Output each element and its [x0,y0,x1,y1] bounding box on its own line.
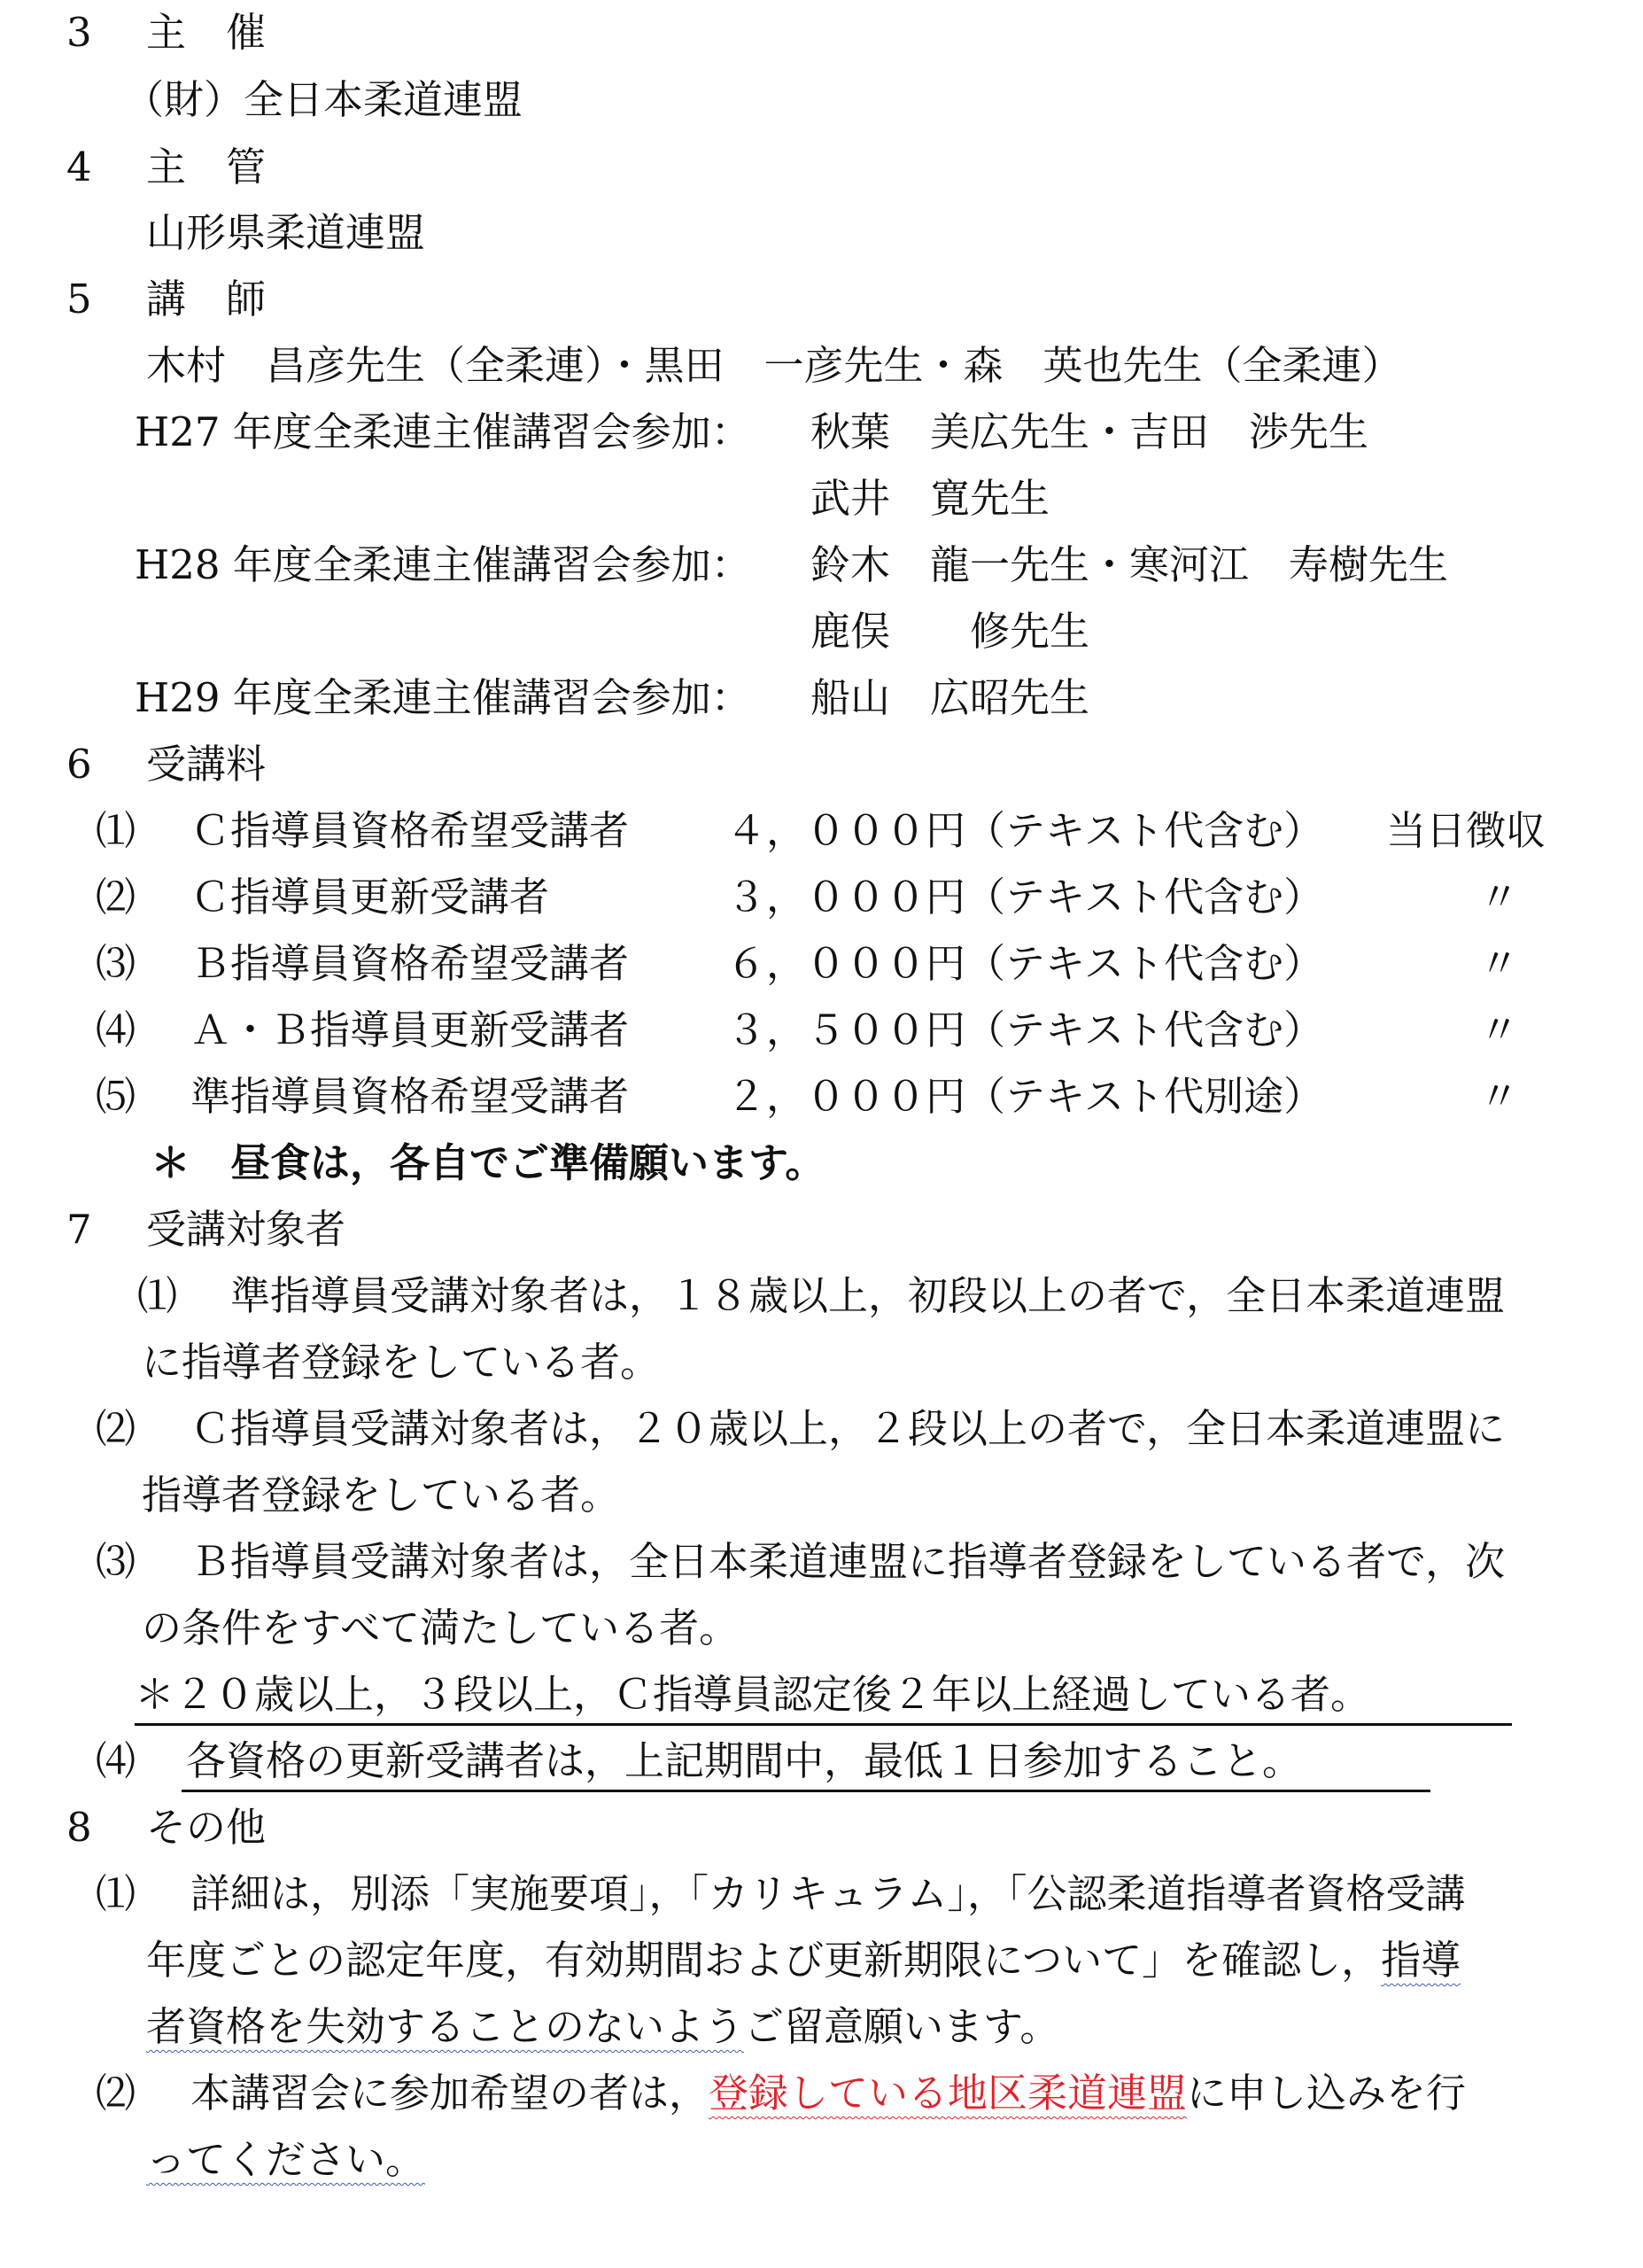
target-3-text: Ｂ指導員受講対象者は，全日本柔道連盟に指導者登録をしている者で，次 [190,1538,1506,1585]
other-1-text-3a: 者資格を失効することのないよう [146,2003,745,2050]
target-4-text: 各資格の更新受講者は，上記期間中，最低１日参加すること。 [186,1737,1303,1784]
section-5-title: 講 師 [146,276,267,322]
h27-instructors-2: 武井 寛先生 [810,475,1050,522]
target-3-condition: ＊２０歳以上，３段以上，Ｃ指導員認定後２年以上経過している者。 [135,1671,1371,1718]
underline [135,1723,1512,1726]
target-1-text-2: に指導者登録をしている者。 [142,1339,661,1386]
other-2-text [190,2070,1467,2117]
target-2-text: Ｃ指導員受講対象者は，２０歳以上，２段以上の者で，全日本柔道連盟に [190,1405,1506,1452]
target-1-number: ⑴ [137,1272,178,1319]
fee-number: ⑵ [96,874,136,920]
fee-note-ditto: 〃 [1479,1006,1520,1053]
h27-instructors: 秋葉 美広先生・吉田 渉先生 [810,408,1369,455]
section-8-number: 8 [66,1804,92,1851]
fee-note: 当日徴収 [1386,807,1546,854]
section-6-number: 6 [66,741,92,788]
other-1-number: ⑴ [96,1870,136,1917]
h28-instructors: 鈴木 龍一先生・寒河江 寿樹先生 [810,541,1449,588]
other-1-text: 詳細は，別添「実施要項」，「カリキュラム」，「公認柔道指導者資格受講 [190,1870,1466,1917]
other-1-text-3b: ご留意願います。 [744,2003,1060,2050]
manager: 山形県柔道連盟 [146,209,426,256]
target-2-number: ⑵ [96,1405,136,1452]
target-1-text: 準指導員受講対象者は，１８歳以上，初段以上の者で，全日本柔道連盟 [230,1272,1506,1319]
other-2-text-a: 本講習会に参加希望の者は， [190,2070,709,2117]
section-3-title: 主 催 [146,9,267,56]
organizer: （財）全日本柔道連盟 [124,76,523,123]
fee-name: Ｂ指導員資格希望受講者 [190,940,630,987]
fee-amount: ３，５００円（テキスト代含む） [726,1006,1324,1053]
fee-note-ditto: 〃 [1479,940,1520,987]
other-1-text-2a: 年度ごとの認定年度，有効期間および更新期限について」を確認し， [146,1937,1382,1984]
instructors-line-1: 木村 昌彦先生（全柔連）・黒田 一彦先生・森 英也先生（全柔連） [146,342,1402,389]
h28-instructors-2: 鹿俣 修先生 [810,608,1090,655]
section-3-number: 3 [66,9,92,56]
other-1-text-2b: 指導 [1381,1937,1461,1984]
other-2-number: ⑵ [96,2070,136,2117]
target-2-text-2: 指導者登録をしている者。 [142,1472,621,1518]
fee-note-ditto: 〃 [1479,1073,1520,1120]
other-1-text-2 [146,1937,1461,1984]
other-2-text-c: に申し込みを行 [1187,2070,1467,2117]
fee-name: Ｃ指導員更新受講者 [190,874,550,920]
section-5-number: 5 [66,276,92,322]
fee-number: ⑴ [96,807,136,854]
section-4-title: 主 管 [146,144,267,190]
lunch-notice: ＊ 昼食は，各自でご準備願います。 [151,1139,825,1186]
fee-note-ditto: 〃 [1479,874,1520,920]
other-2-text-red: 登録している地区柔道連盟 [709,2070,1188,2117]
fee-number: ⑷ [96,1006,136,1053]
target-4-number: ⑷ [96,1737,136,1784]
h27-label: H27 年度全柔連主催講習会参加： [135,408,751,455]
fee-number: ⑶ [96,940,136,987]
fee-amount: ４，０００円（テキスト代含む） [726,807,1324,854]
section-8-title: その他 [146,1804,267,1851]
h28-label: H28 年度全柔連主催講習会参加： [135,541,751,588]
section-7-number: 7 [66,1206,92,1253]
section-7-title: 受講対象者 [146,1206,346,1253]
fee-name: Ａ・Ｂ指導員更新受講者 [190,1006,630,1053]
section-6-title: 受講料 [146,741,267,788]
fee-name: 準指導員資格希望受講者 [190,1073,630,1120]
other-1-text-3 [146,2003,1060,2050]
fee-number: ⑸ [96,1073,136,1120]
h29-label: H29 年度全柔連主催講習会参加： [135,674,751,721]
fee-name: Ｃ指導員資格希望受講者 [190,807,630,854]
other-2-text-2a: ってください。 [146,2136,426,2183]
section-4-number: 4 [66,144,92,190]
underline [182,1790,1430,1792]
fee-amount: ６，０００円（テキスト代含む） [726,940,1324,987]
fee-amount: ２，０００円（テキスト代別途） [726,1073,1324,1120]
fee-amount: ３，０００円（テキスト代含む） [726,874,1324,920]
h29-instructors: 船山 広昭先生 [810,674,1090,721]
target-3-number: ⑶ [96,1538,136,1585]
target-3-text-2: の条件をすべて満たしている者。 [142,1604,740,1651]
other-2-text-2 [146,2136,426,2183]
